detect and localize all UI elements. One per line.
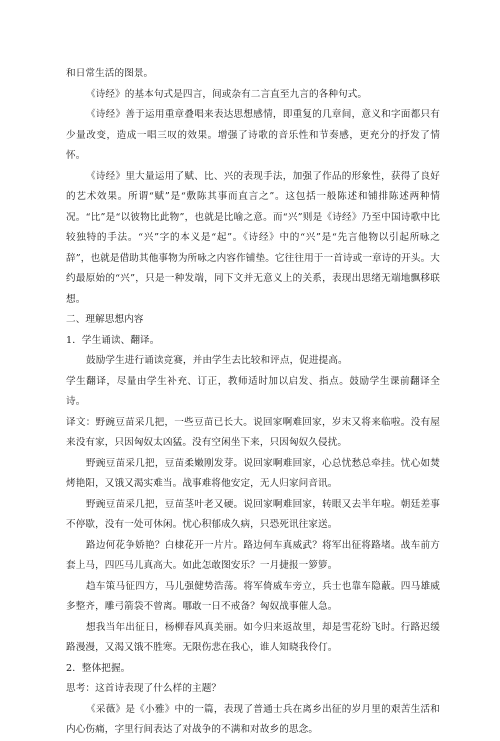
paragraph-4: 《诗经》里大量运用了赋、比、兴的表现手法，加强了作品的形象性，获得了良好的艺术效果。所谓“赋”是“敷陈其事而直言之”。这包括一般陈述和铺排陈述两种情况。“比”是“以彼物比此物”，也就是比喻之意。而“兴”则是《诗经》乃至中国诗歌中比较独特的手法。“兴”字的本义是“起”。《诗经》中的“兴”是“先言他物以引起所咏之辞”，也就是借助其他事物为所咏之内容作铺垫。它往往用于一首诗或一章诗的开头。大约最原始的“兴”，只是一种发端，同下文并无意义上的关系，表现出思绪无端地飘移联想。 [66,170,440,305]
paragraph-2: 《诗经》的基本句式是四言，间或杂有二言直至九言的各种句式。 [86,88,368,100]
paragraph-3: 《诗经》善于运用重章叠唱来表达思想感情，即重复的几章间，意义和字面都只有少量改变，造成一唱三叹的效果。增强了诗歌的音乐性和节奏感，更充分的抒发了情怀。 [66,109,440,161]
translation-paragraph-5: 趋车策马征四方，马儿强健势浩荡。将军倚威车旁立，兵士也靠车隐蔽。四马雄威多整齐，雕弓箭袋不曾离。哪敢一日不戒备？匈奴战事催人急。 [66,580,440,612]
translation-paragraph-6: 想我当年出征日，杨柳春风真美丽。如今归来返故里，却是雪花纷飞时。行路迟缓路漫漫，又渴又饿不胜寒。无限伤悲在我心，谁人知晓我伶仃。 [66,621,440,653]
paragraph-1: 和日常生活的图景。 [66,68,154,79]
subheading-read-translate: 1．学生诵读、翻译。 [66,334,160,346]
translation-paragraph-1: 译文：野豌豆苗采几把，一些豆苗已长大。说回家啊难回家，岁末又将来临啦。没有屋来没有家，只因匈奴太凶猛。没有空闲坐下来，只因匈奴久侵扰。 [66,416,440,448]
paragraph-7: 鼓励学生进行诵读竞赛，并由学生去比较和评点，促进提高。 [86,355,348,366]
translation-paragraph-3: 野豌豆苗采几把，豆苗茎叶老又硬。说回家啊难回家，转眼又去半年啦。朝廷差事不停歇，没有一处可休闲。忧心积郁成久病，只恐死讯往家送。 [66,498,440,530]
answer-theme: 《采薇》是《小雅》中的一篇，表现了普通士兵在离乡出征的岁月里的艰苦生活和内心伤痛，字里行间表达了对战争的不满和对故乡的思念。 [66,703,440,735]
section-heading-understand: 二、理解思想内容 [66,314,144,325]
translation-paragraph-2: 野豌豆苗采几把，豆苗柔嫩刚发芽。说回家啊难回家，心总忧愁总牵挂。忧心如焚烤艳阳，又饿又渴实难当。战事难将他安定，无人归家问音讯。 [66,457,440,489]
question-theme: 思考：这首诗表现了什么样的主题？ [66,683,222,694]
translation-paragraph-4: 路边何花争娇艳？白棣花开一片片。路边何车真威武？将军出征将路堵。战车前方套上马，四匹马儿真高大。如此怎敢图安乐？一月捷报一箩箩。 [66,539,440,571]
paragraph-8: 学生翻译，尽量由学生补充、订正，教师适时加以启发、指点。鼓励学生课前翻译全诗。 [66,375,440,407]
subheading-overall: 2．整体把握。 [66,662,131,674]
